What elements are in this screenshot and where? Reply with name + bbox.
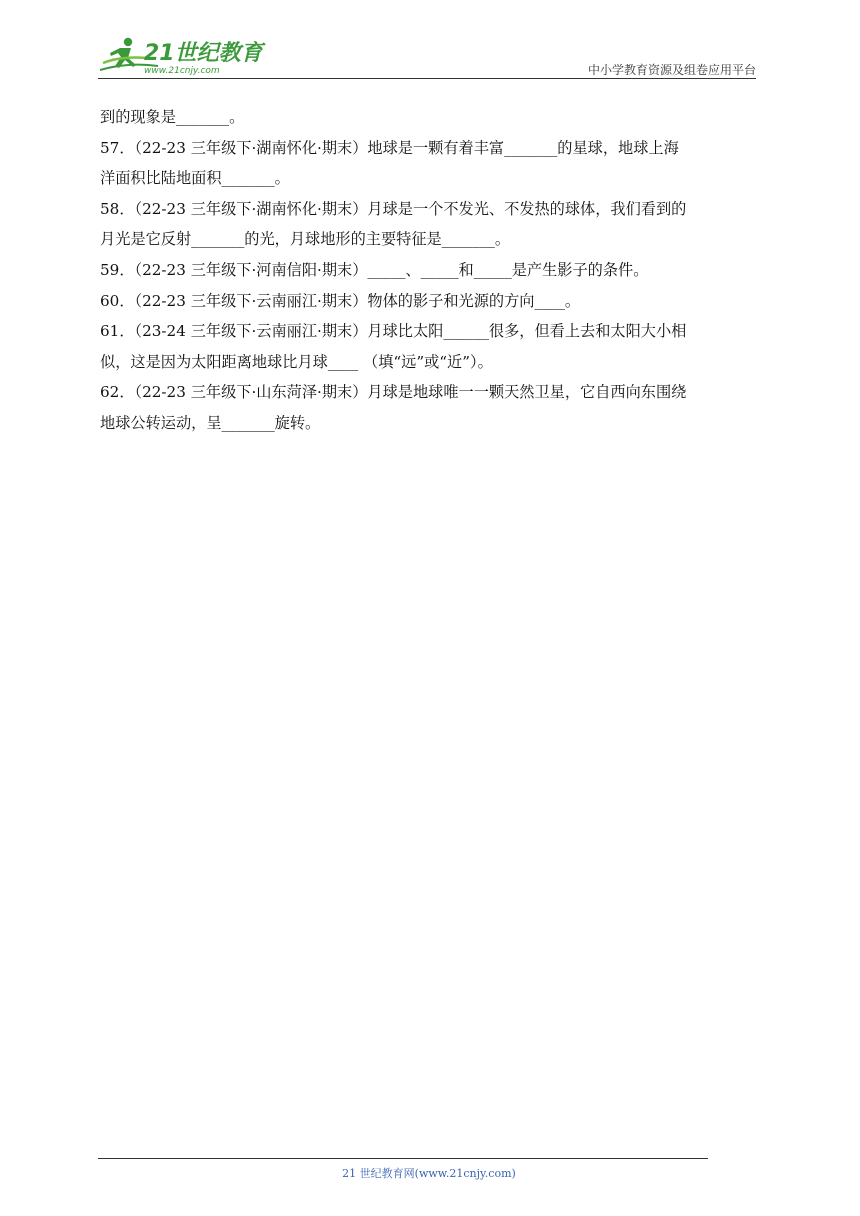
footer-divider xyxy=(98,1158,708,1159)
question-line: 61．（23-24 三年级下·云南丽江·期末）月球比太阳______很多，但看上去和太阳大小相 xyxy=(100,322,687,341)
footer-text: 21 世纪教育网(www.21cnjy.com) xyxy=(342,1167,516,1180)
question-line: 57．（22-23 三年级下·湖南怀化·期末）地球是一颗有着丰富_______的星球，地球上海 xyxy=(100,138,679,157)
page-header xyxy=(98,30,756,78)
question-line: 似，这是因为太阳距离地球比月球____ （填“远”或“近”）。 xyxy=(100,352,493,371)
question-line: 地球公转运动，呈_______旋转。 xyxy=(100,413,321,432)
question-line: 月光是它反射_______的光，月球地形的主要特征是_______。 xyxy=(100,230,511,249)
logo-url: www.21cnjy.com xyxy=(144,66,220,76)
platform-title: 中小学教育资源及组卷应用平台 xyxy=(587,63,756,77)
question-line: 58．（22-23 三年级下·湖南怀化·期末）月球是一个不发光、不发热的球体，我们看到的 xyxy=(100,199,687,218)
logo-text: 21世纪教育 xyxy=(144,41,263,66)
header-divider xyxy=(98,78,756,79)
question-line: 62．（22-23 三年级下·山东菏泽·期末）月球是地球唯一一颗天然卫星，它自西向东围绕 xyxy=(100,383,687,402)
site-logo xyxy=(98,34,268,78)
question-line: 59．（22-23 三年级下·河南信阳·期末）_____、_____和_____是产生影子的条件。 xyxy=(100,260,649,279)
question-line: 洋面积比陆地面积_______。 xyxy=(100,169,290,188)
question-line: 60．（22-23 三年级下·云南丽江·期末）物体的影子和光源的方向____。 xyxy=(100,291,581,310)
question-list xyxy=(100,102,762,439)
question-line: 到的现象是_______。 xyxy=(100,108,245,126)
